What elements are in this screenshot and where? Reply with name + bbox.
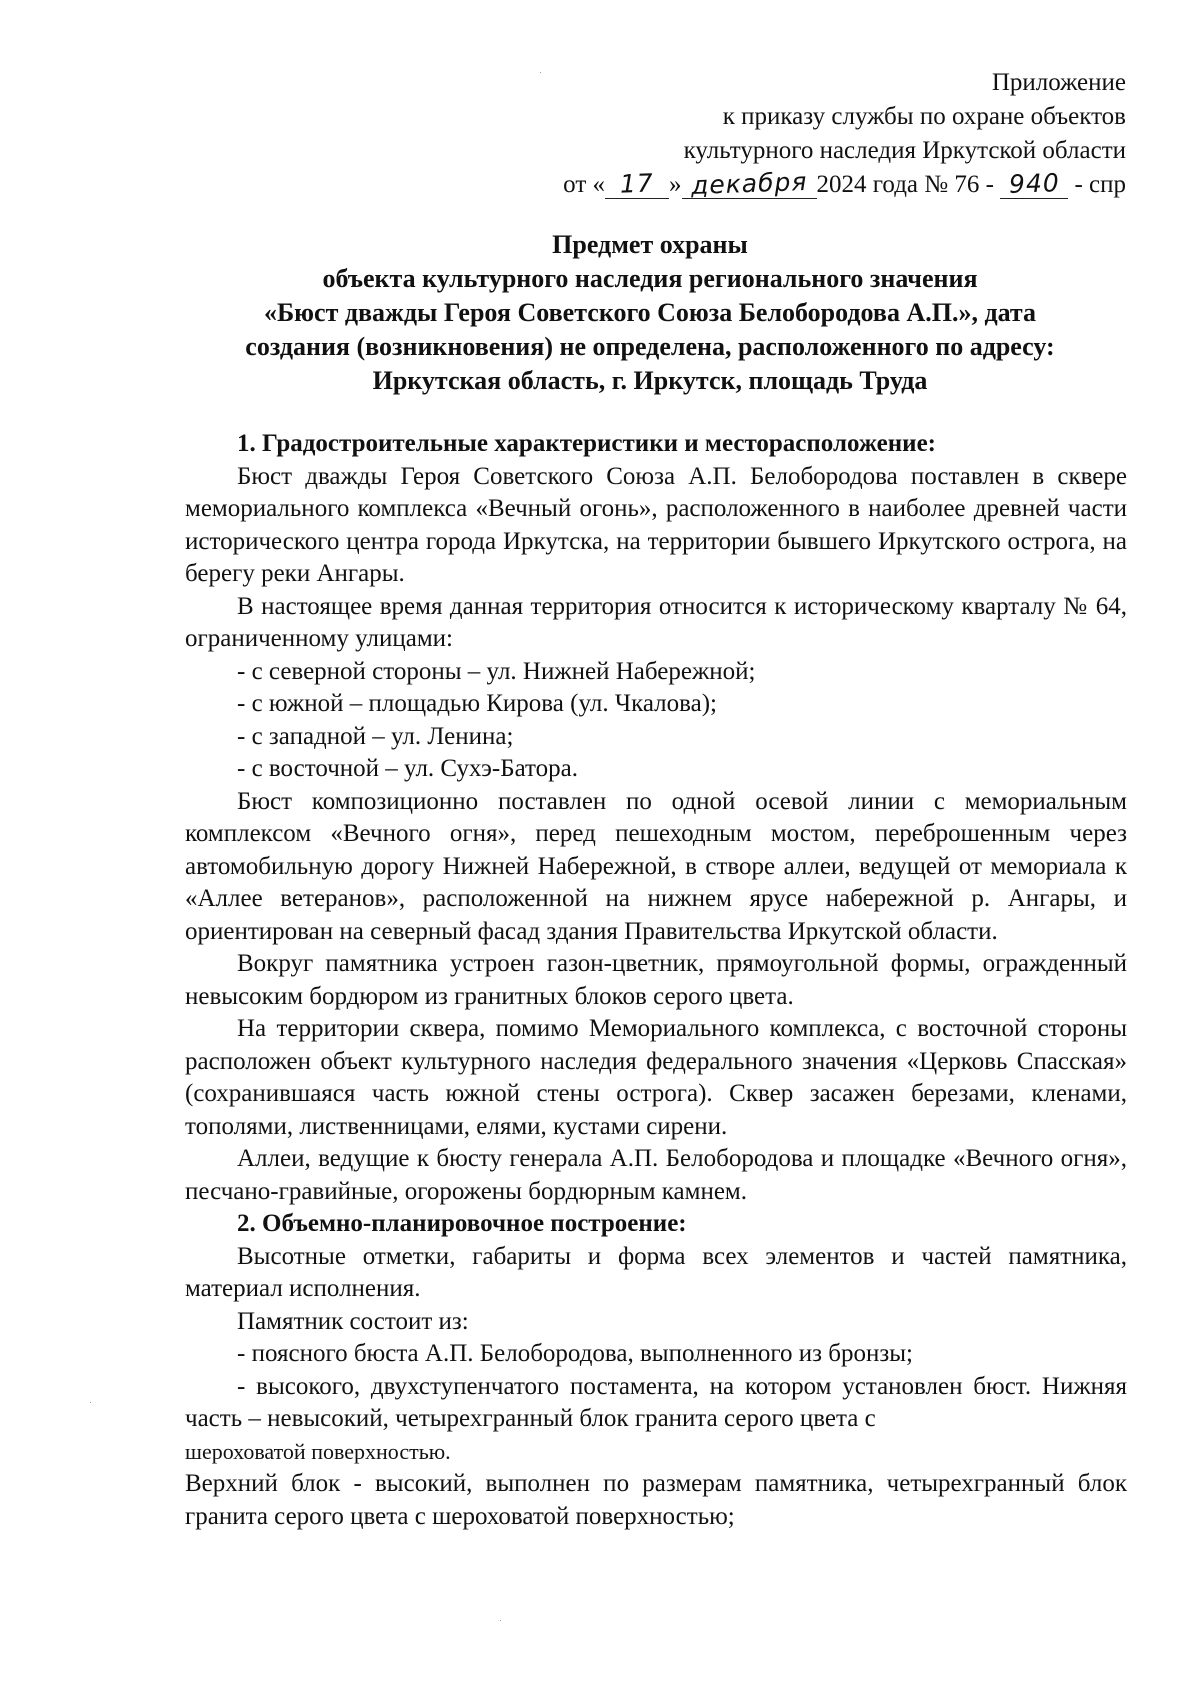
title-line-3: «Бюст дважды Героя Советского Союза Белобородова А.П.», дата [263,298,1037,327]
street-list-item: - с восточной – ул. Сухэ-Батора. [237,755,578,782]
scan-speck [500,1620,501,1621]
date-month-field [682,166,817,201]
section-1-paragraph-3: Бюст композиционно поставлен по одной осевой линии с мемориальным комплексом «Вечного огня», перед пешеходным мостом, переброшенным через автомобильную дорогу Нижней Набережной, в створе аллеи, ведущей от мемориала к «Аллее ветеранов», расположенной на нижнем ярусе набережной р. Ангары, и ориентирован на северный фасад здания Правительства Иркутской области. [185,787,1127,945]
title-line-2: объекта культурного наследия регионального значения [322,264,978,293]
title-line-4: создания (возникновения) не определена, расположенного по адресу: [245,332,1055,361]
title-line-1: Предмет охраны [552,230,748,259]
monument-component-item: - поясного бюста А.П. Белобородова, выполненного из бронзы; [237,1340,913,1367]
section-2-paragraph-3: Верхний блок - высокий, выполнен по размерам памятника, четырехгранный блок гранита серого цвета с шероховатой поверхностью; [185,1470,1127,1530]
section-2-heading: 2. Объемно-планировочное построение: [237,1210,687,1237]
street-list-item: - с западной – ул. Ленина; [237,722,514,750]
monument-component-item-end: шероховатой поверхностью. [185,1438,451,1464]
handwritten-month: декабря [690,166,808,201]
order-suffix: - спр [1074,171,1126,198]
section-1-paragraph-4: Вокруг памятника устроен газон-цветник, прямоугольной формы, огражденный невысоким бордюром из гранитных блоков серого цвета. [185,950,1127,1010]
agency-name-line: культурного наследия Иркутской области [683,137,1126,164]
date-mid: » [669,171,682,198]
order-number-field [1000,168,1068,199]
section-2-paragraph-2: Памятник состоит из: [237,1307,469,1335]
section-1-paragraph-6: Аллеи, ведущие к бюсту генерала А.П. Белобородова и площадке «Вечного огня», песчано-гравийные, огорожены бордюрным камнем. [185,1145,1127,1205]
document-title [170,228,1130,398]
street-list-item: - с северной стороны – ул. Нижней Набережной; [237,657,756,685]
handwritten-order-number: 940 [1008,168,1061,199]
section-1-paragraph-2: В настоящее время данная территория относится к историческому кварталу № 64, ограниченному улицами: [185,592,1127,652]
date-prefix: от « [563,171,606,198]
section-2-paragraph-1: Высотные отметки, габариты и форма всех элементов и частей памятника, материал исполнения. [185,1242,1127,1302]
handwritten-day: 17 [619,168,655,199]
document-body [185,428,1127,1533]
title-line-5: Иркутская область, г. Иркутск, площадь Труда [372,366,928,395]
section-1-heading: 1. Градостроительные характеристики и месторасположение: [237,430,936,457]
date-year-number: 2024 года № 76 - [816,171,994,198]
order-reference-line: к приказу службы по охране объектов [722,103,1126,130]
street-list-item: - с южной – площадью Кирова (ул. Чкалова); [237,690,717,717]
scan-speck [90,1402,91,1403]
date-day-field [605,168,669,199]
appendix-label: Приложение [991,69,1126,96]
order-date-line [563,168,1126,202]
monument-component-item: - высокого, двухступенчатого постамента, на котором установлен бюст. Нижняя часть – невысокий, четырехгранный блок гранита серого цвета с [185,1372,1127,1432]
section-1-paragraph-5: На территории сквера, помимо Мемориального комплекса, с восточной стороны расположен объект культурного наследия федерального значения «Церковь Спасская» (сохранившаяся часть южной стены острога). Сквер засажен березами, кленами, тополями, лиственницами, елями, кустами сирени. [185,1015,1127,1140]
appendix-header [563,66,1126,202]
scan-speck [540,72,541,73]
section-1-paragraph-1: Бюст дважды Героя Советского Союза А.П. Белобородова поставлен в сквере мемориального комплекса «Вечный огонь», расположенного в наиболее древней части исторического центра города Иркутска, на территории бывшего Иркутского острога, на берегу реки Ангары. [185,462,1127,587]
